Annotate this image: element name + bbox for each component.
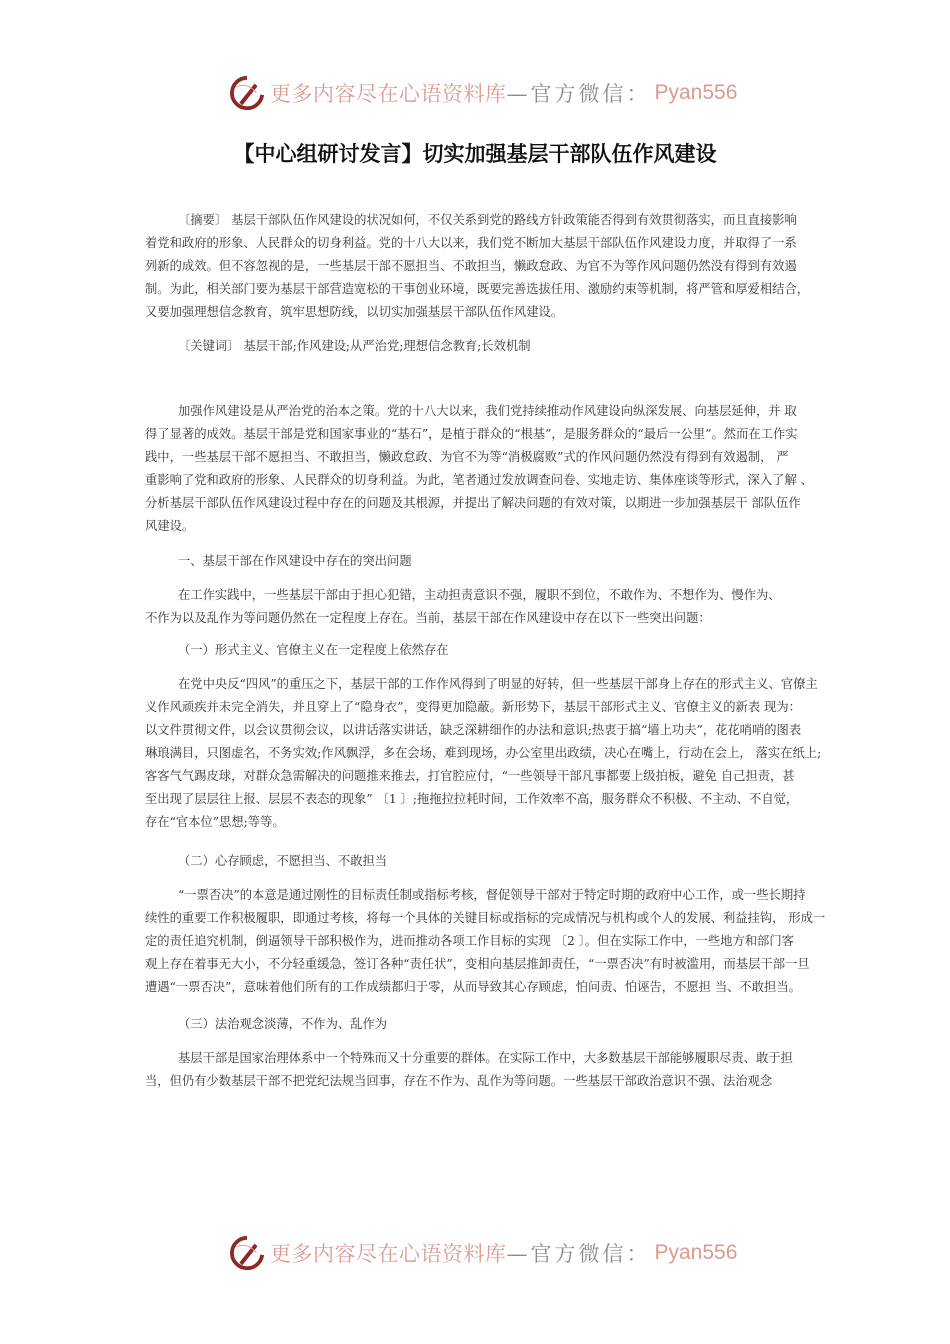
text-line: 基层干部是国家治理体系中一个特殊而又十分重要的群体。在实际工作中，大多数基层干部能够履职尽责、敢于担 (178, 1051, 793, 1065)
text-line: 遭遇“一票否决”，意味着他们所有的工作成绩都归于零，从而导致其心存顾虑，怕问责、怕诬告，不愿担 当、不敢担当。 (145, 980, 801, 994)
subsection-heading: （三）法治观念淡薄，不作为、乱作为 (178, 1017, 388, 1031)
text-line: 以文件贯彻文件，以会议贯彻会议，以讲话落实讲话，缺乏深耕细作的办法和意识;热衷于搞“墙上功夫”，花花哨哨的图表 (145, 723, 802, 737)
subsection-heading: （一）形式主义、官僚主义在一定程度上依然存在 (178, 643, 449, 657)
header-watermark (228, 73, 737, 113)
text-line: 存在“官本位”思想;等等。 (145, 815, 285, 829)
section-heading: 一、基层干部在作风建设中存在的突出问题 (178, 554, 412, 568)
keywords (145, 335, 825, 358)
text-line: 当，但仍有少数基层干部不把党纪法规当回事，存在不作为、乱作为等问题。一些基层干部政治意识不强、法治观念 (145, 1074, 773, 1088)
text-line: 不作为以及乱作为等问题仍然在一定程度上存在。当前，基层干部在作风建设中存在以下一些突出问题： (145, 611, 711, 625)
text-line: 风建设。 (145, 519, 195, 533)
section-1 (145, 550, 825, 630)
text-line: 在党中央反“四风”的重压之下，基层干部的工作作风得到了明显的好转，但一些基层干部身上存在的形式主义、官僚主 (178, 677, 818, 691)
text-line: 分析基层干部队伍作风建设过程中存在的问题及其根源，并提出了解决问题的有效对策，以期进一步加强基层干 部队伍作 (145, 496, 801, 510)
watermark-separator: —官方微信： (506, 1242, 651, 1266)
watermark-wechat-id: Pyan556 (654, 1241, 738, 1264)
footer-watermark (228, 1233, 737, 1273)
pen-logo-icon (228, 1234, 266, 1272)
keywords-line: 〔关键词〕 基层干部;作风建设;从严治党;理想信念教育;长效机制 (178, 339, 531, 353)
watermark-separator: —官方微信： (506, 82, 651, 106)
text-line: “一票否决”的本意是通过刚性的目标责任制或指标考核，督促领导干部对于特定时期的政府中心工作，或一些长期持 (178, 888, 806, 902)
text-line: 琳琅满目，只图虚名，不务实效;作风飘浮，多在会场，难到现场，办公室里出政绩，决心在嘴上，行动在会上， 落实在纸上; (145, 746, 822, 760)
text-line: 得了显著的成效。基层干部是党和国家事业的“基石”，是植于群众的“根基”，是服务群众的“最后一公里”。然而在工作实 (145, 427, 798, 441)
text-line: 践中，一些基层干部不愿担当、不敢担当，懒政怠政、为官不为等“消极腐败”式的作风问题仍然没有得到有效遏制， 严 (145, 450, 789, 464)
text-line: 定的责任追究机制，倒逼领导干部积极作为，进而推动各项工作目标的实现 〔2 〕。但在实际工作中，一些地方和部门客 (145, 934, 794, 948)
text-line: 加强作风建设是从严治党的治本之策。党的十八大以来，我们党持续推动作风建设向纵深发展、向基层延伸，并 取 (178, 404, 797, 418)
text-line: 又要加强理想信念教育，筑牢思想防线，以切实加强基层干部队伍作风建设。 (145, 305, 564, 319)
pen-logo-icon (228, 74, 266, 112)
text-line: 观上存在着事无大小，不分轻重缓急，签订各种“责任状”，变相向基层推卸责任，“一票否决”有时被滥用，而基层干部一旦 (145, 957, 810, 971)
text-line: 续性的重要工作积极履职，即通过考核，将每一个具体的关键目标或指标的完成情况与机构或个人的发展、利益挂钩， 形成一 (145, 911, 826, 925)
watermark-text: 更多内容尽在心语资料库 (270, 1242, 507, 1266)
intro-paragraph (145, 400, 825, 538)
text-line: 重影响了党和政府的形象、人民群众的切身利益。为此，笔者通过发放调查问卷、实地走访、集体座谈等形式，深入了解 、 (145, 473, 813, 487)
text-line: 列新的成效。但不容忽视的是，一些基层干部不愿担当、不敢担当，懒政怠政、为官不为等作风问题仍然没有得到有效遏 (145, 259, 797, 273)
subsection-1 (145, 639, 825, 834)
text-line: 在工作实践中，一些基层干部由于担心犯错，主动担责意识不强，履职不到位，不敢作为、不想作为、慢作为、 (178, 588, 781, 602)
text-line: 〔摘要〕 基层干部队伍作风建设的状况如何，不仅关系到党的路线方针政策能否得到有效贯彻落实，而且直接影响 (178, 213, 797, 227)
watermark-wechat-id: Pyan556 (654, 81, 738, 104)
text-line: 制。为此，相关部门要为基层干部营造宽松的干事创业环境，既要完善选拔任用、激励约束等机制，将严管和厚爱相结合， (145, 282, 810, 296)
document-title: 【中心组研讨发言】切实加强基层干部队伍作风建设 (233, 142, 717, 166)
watermark-text: 更多内容尽在心语资料库 (270, 82, 507, 106)
text-line: 客客气气踢皮球，对群众急需解决的问题推来推去，打官腔应付，“一些领导干部凡事都要上级拍板，避免 自己担责，甚 (145, 769, 795, 783)
text-line: 至出现了层层往上报、层层不表态的现象” 〔1 〕;拖拖拉拉耗时间，工作效率不高，服务群众不积极、不主动、不自觉， (145, 792, 799, 806)
subsection-3 (145, 1013, 825, 1093)
subsection-heading: （二）心存顾虑，不愿担当、不敢担当 (178, 854, 388, 868)
text-line: 着党和政府的形象、人民群众的切身利益。党的十八大以来，我们党不断加大基层干部队伍作风建设力度，并取得了一系 (145, 236, 797, 250)
abstract (145, 209, 825, 324)
subsection-2 (145, 850, 825, 999)
text-line: 义作风顽疾并未完全消失，并且穿上了“隐身衣”，变得更加隐蔽。新形势下，基层干部形式主义、官僚主义的新表 现为： (145, 700, 801, 714)
